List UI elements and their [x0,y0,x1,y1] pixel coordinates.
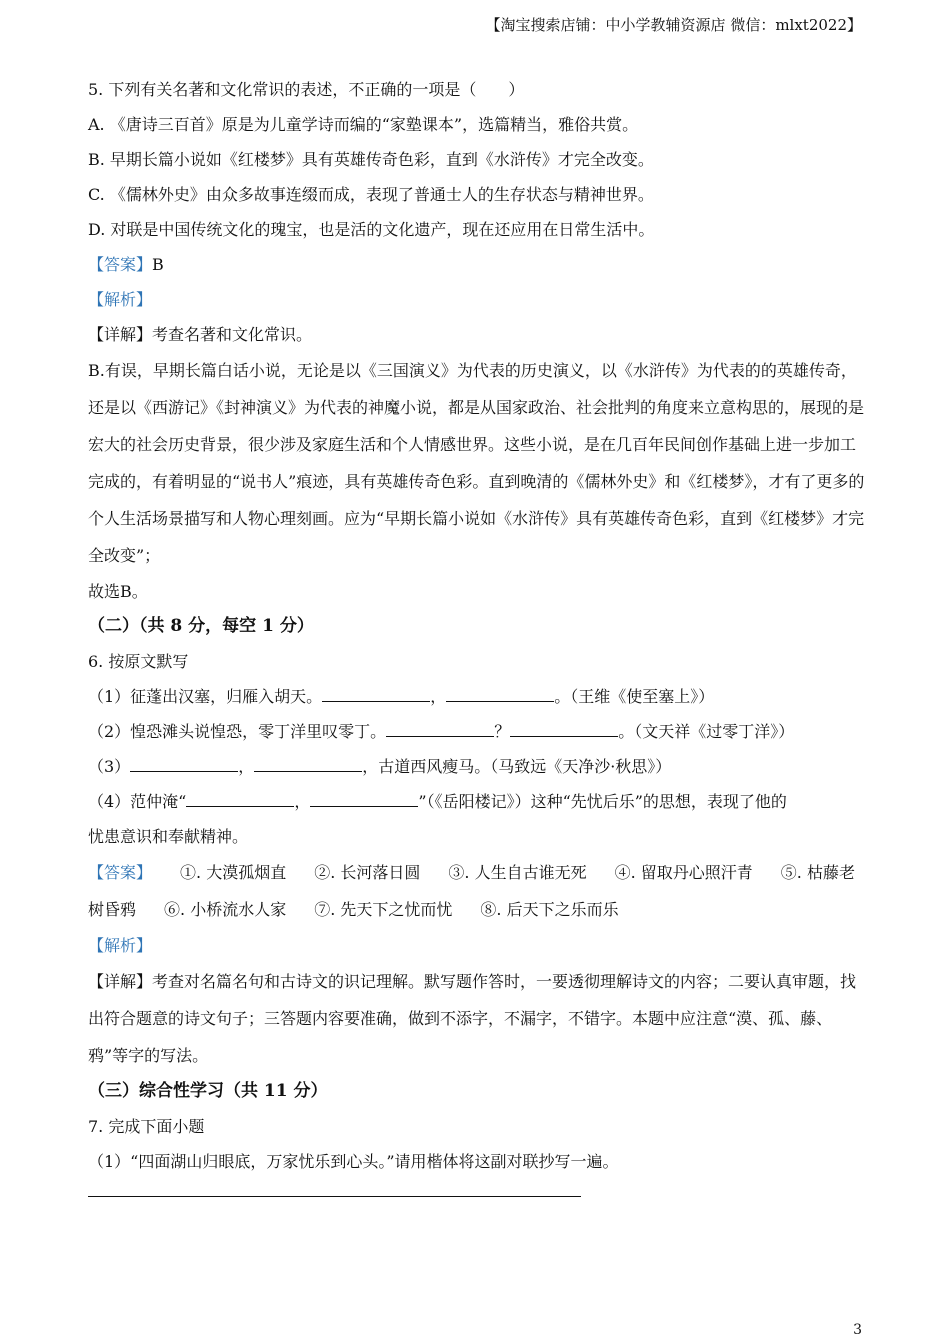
fill-blank-3[interactable] [386,720,494,737]
answer-writing-line[interactable] [88,1196,581,1197]
fill-blank-2[interactable] [446,685,554,702]
q6-stem: 6. 按原文默写 [88,652,189,671]
q6-item-1: （1）征蓬出汉塞，归雁入胡天。 ， 。（王维《使至塞上》） [88,687,715,706]
fill-blank-7[interactable] [186,790,294,807]
detail-tag: 【详解】 [88,325,153,344]
document-body [88,72,868,1179]
fill-blank-6[interactable] [254,755,362,772]
q6-item-3: （3） ， ，古道西风瘦马。（马致远《天净沙·秋思》） [88,757,672,776]
q6-item-4: （4）范仲淹“ ， ”（《岳阳楼记》）这种“先忧后乐”的思想，表现了他的 [88,792,787,811]
q5-option-d: D. 对联是中国传统文化的瑰宝，也是活的文化遗产，现在还应用在日常生活中。 [88,220,655,239]
q5-option-b: B. 早期长篇小说如《红楼梦》具有英雄传奇色彩，直到《水浒传》才完全改变。 [88,150,654,169]
fill-blank-8[interactable] [310,790,418,807]
page-number: 3 [853,1322,862,1338]
q7-stem: 7. 完成下面小题 [88,1117,205,1136]
section-3-title: （三）综合性学习（共 11 分） [88,1081,328,1101]
page-header: 【淘宝搜索店铺：中小学教辅资源店 微信：mlxt2022】 [485,16,862,34]
q7-sub-1: （1）“四面湖山归眼底，万家忧乐到心头。”请用楷体将这副对联抄写一遍。 [88,1152,619,1171]
q6-item-2: （2）惶恐滩头说惶恐，零丁洋里叹零丁。 ？ 。（文天祥《过零丁洋》） [88,722,795,741]
q5-detail-intro: 【详解】考查名著和文化常识。 [88,325,313,344]
q6-detail: 【详解】考查对名篇名句和古诗文的识记理解。默写题作答时，一要透彻理解诗文的内容；二要认真审题，找出符合题意的诗文句子；三答题内容要准确，做到不添字，不漏字，不错字。本题中应注意“漠、孤、藤、鸦”等字的写法。 [88,972,857,1065]
q5-detail-body: B.有误，早期长篇白话小说，无论是以《三国演义》为代表的历史演义，以《水浒传》为代表的的英雄传奇，还是以《西游记》《封神演义》为代表的神魔小说，都是从国家政治、社会批判的角度来立意构思的，展现的是宏大的社会历史背景，很少涉及家庭生活和个人情感世界。这些小说，是在几百年民间创作基础上进一步加工完成的，有着明显的“说书人”痕迹，具有英雄传奇色彩。直到晚清的《儒林外史》和《红楼梦》，才有了更多的个人生活场景描写和人物心理刻画。应为“早期长篇小说如《水浒传》具有英雄传奇色彩，直到《红楼梦》才完全改变”； [88,361,865,565]
answer-tag: 【答案】 [88,255,153,274]
fill-blank-1[interactable] [322,685,430,702]
q6-item-4-cont: 忧患意识和奉献精神。 [88,827,249,846]
q5-analysis-tag: 【解析】 [88,290,153,309]
q5-stem: 5. 下列有关名著和文化常识的表述，不正确的一项是（ ） [88,80,525,99]
q6-answer: 【答案】 ①. 大漠孤烟直 ②. 长河落日圆 ③. 人生自古谁无死 ④. 留取丹心照汗青 ⑤. 枯藤老树昏鸦 ⑥. 小桥流水人家 ⑦. 先天下之忧而忧 ⑧. 后天下之乐而乐 [88,863,855,919]
answer-tag: 【答案】 [88,863,153,882]
section-2-title: （二）（共 8 分，每空 1 分） [88,616,314,636]
q5-conclusion: 故选B。 [88,582,148,601]
answer-value: B [152,255,164,274]
q5-answer [88,247,868,282]
q5-option-a: A. 《唐诗三百首》原是为儿童学诗而编的“家塾课本”，选篇精当，雅俗共赏。 [88,115,639,134]
fill-blank-5[interactable] [130,755,238,772]
q6-analysis-tag: 【解析】 [88,936,153,955]
fill-blank-4[interactable] [510,720,618,737]
q5-option-c: C. 《儒林外史》由众多故事连缀而成，表现了普通士人的生存状态与精神世界。 [88,185,654,204]
detail-tag: 【详解】 [88,972,153,991]
